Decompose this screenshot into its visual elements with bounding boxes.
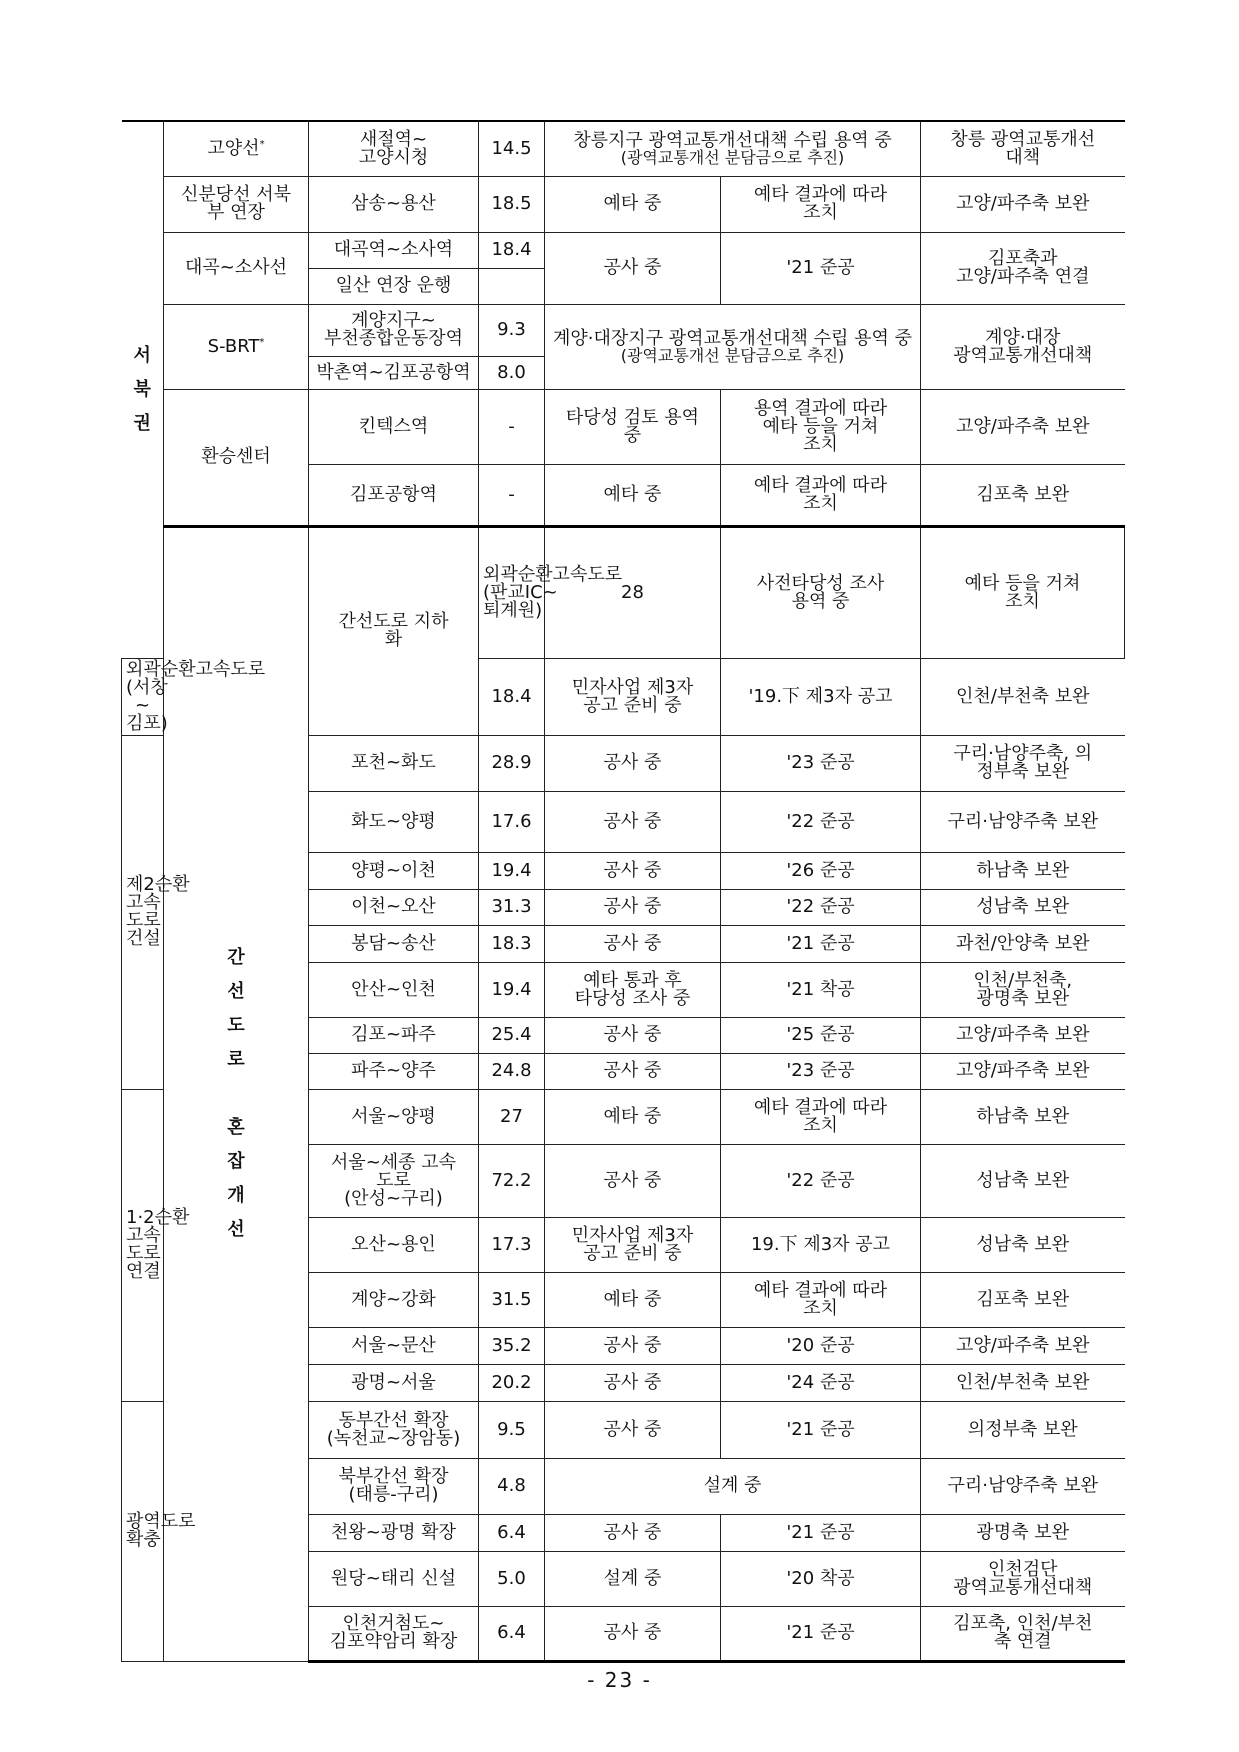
status-cell: 설계 중 <box>545 1458 921 1514</box>
link-cell: 구리·남양주축 보완 <box>921 1458 1125 1514</box>
plan-cell: 예타 결과에 따라 조치 <box>721 1272 921 1327</box>
section-cell: 김포공항역 <box>309 464 479 526</box>
plan-cell: '21 준공 <box>721 1401 921 1458</box>
length-cell <box>479 268 545 304</box>
status-cell: 공사 중 <box>545 232 721 304</box>
length-cell: 28 <box>545 526 721 658</box>
length-cell: 31.5 <box>479 1272 545 1327</box>
length-cell: 20.2 <box>479 1364 545 1401</box>
section-cell: 서울~세종 고속 도로 (안성~구리) <box>309 1144 479 1217</box>
link-cell: 성남축 보완 <box>921 889 1125 925</box>
length-cell: 9.5 <box>479 1401 545 1458</box>
length-cell: 72.2 <box>479 1144 545 1217</box>
status-cell: 공사 중 <box>545 1144 721 1217</box>
table-row <box>122 389 1125 464</box>
project-cell: 1·2순환 고속 도로 연결 <box>122 1089 164 1401</box>
link-cell: 성남축 보완 <box>921 1217 1125 1272</box>
link-cell: 인천/부천축 보완 <box>921 658 1125 735</box>
status-cell: 공사 중 <box>545 1606 721 1661</box>
project-cell: 고양선* <box>164 121 309 176</box>
page-number: - 23 - <box>587 1668 652 1692</box>
length-cell: 31.3 <box>479 889 545 925</box>
link-cell: 김포축과 고양/파주축 연결 <box>921 232 1125 304</box>
length-cell: 17.6 <box>479 791 545 852</box>
plan-cell: '19.下 제3자 공고 <box>721 658 921 735</box>
status-cell: 예타 중 <box>545 1272 721 1327</box>
project-cell: 간선도로 지하 화 <box>309 526 479 735</box>
plan-cell: 예타 결과에 따라 조치 <box>721 464 921 526</box>
plan-cell: '22 준공 <box>721 1144 921 1217</box>
section-cell: 서울~양평 <box>309 1089 479 1144</box>
plan-cell: '20 착공 <box>721 1551 921 1606</box>
section-cell: 인천거첨도~ 김포약암리 확장 <box>309 1606 479 1661</box>
link-cell: 구리·남양주축, 의 정부축 보완 <box>921 735 1125 791</box>
status-cell: 공사 중 <box>545 735 721 791</box>
length-cell: 19.4 <box>479 852 545 889</box>
section-cell: 일산 연장 운행 <box>309 268 479 304</box>
section-cell: 서울~문산 <box>309 1327 479 1364</box>
link-cell: 하남축 보완 <box>921 852 1125 889</box>
section-cell: 삼송~용산 <box>309 176 479 232</box>
plan-cell: '23 준공 <box>721 735 921 791</box>
length-cell: 6.4 <box>479 1514 545 1551</box>
table-row <box>122 176 1125 232</box>
link-cell: 김포축 보완 <box>921 1272 1125 1327</box>
section-cell: 외곽순환고속도로 (서창~김포) <box>122 658 164 735</box>
region-cell-arterial: 간 선 도 로 혼 잡 개 선 <box>164 526 309 1661</box>
status-cell: 공사 중 <box>545 889 721 925</box>
table-row <box>122 304 1125 356</box>
length-cell: 24.8 <box>479 1053 545 1089</box>
table-row <box>122 121 1125 176</box>
region-cell-northwest: 서 북 권 <box>122 121 164 658</box>
plan-cell: '24 준공 <box>721 1364 921 1401</box>
plan-cell: '21 준공 <box>721 1514 921 1551</box>
project-cell: S-BRT* <box>164 304 309 389</box>
length-cell: 9.3 <box>479 304 545 356</box>
link-cell: 고양/파주축 보완 <box>921 1017 1125 1053</box>
status-cell: 민자사업 제3자 공고 준비 중 <box>545 658 721 735</box>
link-cell: 계양·대장 광역교통개선대책 <box>921 304 1125 389</box>
plan-cell: 예타 결과에 따라 조치 <box>721 176 921 232</box>
project-cell: 환승센터 <box>164 389 309 526</box>
length-cell: 6.4 <box>479 1606 545 1661</box>
section-cell: 북부간선 확장 (태릉-구리) <box>309 1458 479 1514</box>
length-cell: 25.4 <box>479 1017 545 1053</box>
link-cell: 고양/파주축 보완 <box>921 1327 1125 1364</box>
link-cell: 의정부축 보완 <box>921 1401 1125 1458</box>
status-cell: 공사 중 <box>545 1401 721 1458</box>
length-cell: 27 <box>479 1089 545 1144</box>
section-cell: 계양지구~ 부천종합운동장역 <box>309 304 479 356</box>
length-cell: 14.5 <box>479 121 545 176</box>
plan-cell: 용역 결과에 따라 예타 등을 거쳐 조치 <box>721 389 921 464</box>
length-cell: 18.4 <box>479 232 545 268</box>
project-cell: 광역도로 확충 <box>122 1401 164 1661</box>
table-row <box>122 232 1125 268</box>
project-cell: 제2순환 고속 도로 건설 <box>122 735 164 1089</box>
plan-cell: 예타 결과에 따라 조치 <box>721 1089 921 1144</box>
status-cell: 공사 중 <box>545 1053 721 1089</box>
section-cell: 봉담~송산 <box>309 925 479 962</box>
length-cell: 4.8 <box>479 1458 545 1514</box>
plan-cell: 19.下 제3자 공고 <box>721 1217 921 1272</box>
plan-cell: '20 준공 <box>721 1327 921 1364</box>
status-cell: 예타 중 <box>545 176 721 232</box>
section-cell: 킨텍스역 <box>309 389 479 464</box>
length-cell: 18.3 <box>479 925 545 962</box>
link-cell: 성남축 보완 <box>921 1144 1125 1217</box>
section-cell: 김포~파주 <box>309 1017 479 1053</box>
status-cell: 공사 중 <box>545 1364 721 1401</box>
link-cell: 과천/안양축 보완 <box>921 925 1125 962</box>
link-cell: 인천/부천축 보완 <box>921 1364 1125 1401</box>
link-cell: 고양/파주축 보완 <box>921 1053 1125 1089</box>
status-cell: 공사 중 <box>545 852 721 889</box>
section-cell: 안산~인천 <box>309 962 479 1017</box>
plan-cell: '21 준공 <box>721 232 921 304</box>
section-cell: 새절역~ 고양시청 <box>309 121 479 176</box>
plan-cell: '21 착공 <box>721 962 921 1017</box>
status-cell: 창릉지구 광역교통개선대책 수립 용역 중 (광역교통개선 분담금으로 추진) <box>545 121 921 176</box>
section-cell: 천왕~광명 확장 <box>309 1514 479 1551</box>
status-cell: 공사 중 <box>545 1514 721 1551</box>
length-cell: 18.5 <box>479 176 545 232</box>
plan-cell: '25 준공 <box>721 1017 921 1053</box>
section-cell: 오산~용인 <box>309 1217 479 1272</box>
section-cell: 계양~강화 <box>309 1272 479 1327</box>
plan-cell: '21 준공 <box>721 925 921 962</box>
section-cell: 양평~이천 <box>309 852 479 889</box>
length-cell: 19.4 <box>479 962 545 1017</box>
link-cell: 하남축 보완 <box>921 1089 1125 1144</box>
plan-cell: '21 준공 <box>721 1606 921 1661</box>
link-cell: 광명축 보완 <box>921 1514 1125 1551</box>
section-cell: 광명~서울 <box>309 1364 479 1401</box>
section-cell: 외곽순환고속도로 (판교IC~퇴계원) <box>479 526 545 658</box>
section-cell: 포천~화도 <box>309 735 479 791</box>
section-cell: 원당~태리 신설 <box>309 1551 479 1606</box>
link-cell: 인천검단 광역교통개선대책 <box>921 1551 1125 1606</box>
status-cell: 설계 중 <box>545 1551 721 1606</box>
plan-cell: '23 준공 <box>721 1053 921 1089</box>
status-cell: 예타 중 <box>545 1089 721 1144</box>
plan-cell: 예타 등을 거쳐 조치 <box>921 526 1125 658</box>
link-cell: 고양/파주축 보완 <box>921 389 1125 464</box>
length-cell: 5.0 <box>479 1551 545 1606</box>
length-cell: 17.3 <box>479 1217 545 1272</box>
section-cell: 박촌역~김포공항역 <box>309 356 479 389</box>
length-cell: - <box>479 389 545 464</box>
length-cell: 35.2 <box>479 1327 545 1364</box>
link-cell: 김포축 보완 <box>921 464 1125 526</box>
section-cell: 동부간선 확장 (녹천교~장암동) <box>309 1401 479 1458</box>
link-cell: 창릉 광역교통개선 대책 <box>921 121 1125 176</box>
section-cell: 이천~오산 <box>309 889 479 925</box>
section-cell: 화도~양평 <box>309 791 479 852</box>
status-cell: 계양·대장지구 광역교통개선대책 수립 용역 중 (광역교통개선 분담금으로 추진) <box>545 304 921 389</box>
status-cell: 공사 중 <box>545 1327 721 1364</box>
plan-cell: '22 준공 <box>721 889 921 925</box>
plan-cell: '26 준공 <box>721 852 921 889</box>
project-cell: 신분당선 서북 부 연장 <box>164 176 309 232</box>
project-table <box>121 120 1125 1663</box>
section-cell: 대곡역~소사역 <box>309 232 479 268</box>
length-cell: 28.9 <box>479 735 545 791</box>
link-cell: 인천/부천축, 광명축 보완 <box>921 962 1125 1017</box>
plan-cell: '22 준공 <box>721 791 921 852</box>
link-cell: 김포축, 인천/부천 축 연결 <box>921 1606 1125 1661</box>
table-row <box>122 526 1125 658</box>
status-cell: 사전타당성 조사 용역 중 <box>721 526 921 658</box>
status-cell: 민자사업 제3자 공고 준비 중 <box>545 1217 721 1272</box>
status-cell: 공사 중 <box>545 925 721 962</box>
link-cell: 구리·남양주축 보완 <box>921 791 1125 852</box>
project-cell: 대곡~소사선 <box>164 232 309 304</box>
length-cell: 8.0 <box>479 356 545 389</box>
status-cell: 공사 중 <box>545 791 721 852</box>
status-cell: 공사 중 <box>545 1017 721 1053</box>
status-cell: 예타 통과 후 타당성 조사 중 <box>545 962 721 1017</box>
status-cell: 타당성 검토 용역 중 <box>545 389 721 464</box>
status-cell: 예타 중 <box>545 464 721 526</box>
length-cell: - <box>479 464 545 526</box>
section-cell: 파주~양주 <box>309 1053 479 1089</box>
link-cell: 고양/파주축 보완 <box>921 176 1125 232</box>
length-cell: 18.4 <box>479 658 545 735</box>
